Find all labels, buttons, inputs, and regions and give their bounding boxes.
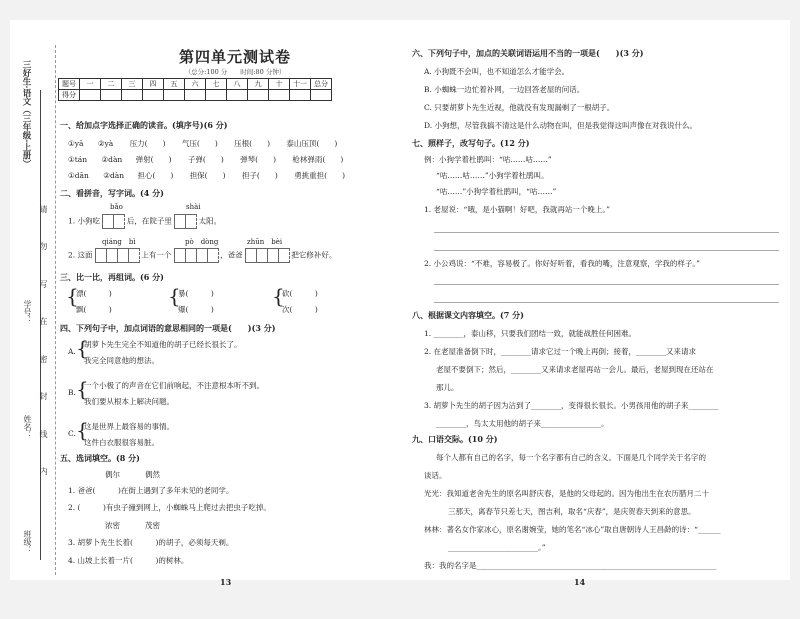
answer-line[interactable] (434, 232, 779, 233)
pinyin-bao: bǎo (110, 203, 123, 211)
s6-option[interactable]: A. 小狗既不会叫，也不知道怎么才能学会。 (424, 67, 570, 76)
s1-item[interactable]: 压根( ) (234, 139, 271, 148)
s1-item[interactable]: 弹琴( ) (240, 155, 277, 164)
s1-option: ①dān (68, 171, 89, 180)
score-value-row (59, 90, 332, 101)
page-number-right: 14 (574, 577, 586, 587)
section-7-title: 七、照样子，改写句子。(12 分) (412, 138, 530, 148)
score-table (58, 78, 332, 101)
seal-char-3: 写 (39, 280, 48, 288)
score-cell: 九 (248, 79, 269, 90)
s9-paragraph: 谈话。 (424, 471, 447, 480)
binding-line (40, 90, 42, 560)
s2-text: 把它修补好。 (291, 250, 337, 260)
score-cell: 四 (143, 79, 164, 90)
score-input-cell[interactable] (122, 90, 143, 101)
brace: { (76, 418, 89, 442)
seal-char-7: 线 (39, 430, 48, 438)
s4-option-label[interactable]: B. (68, 388, 76, 397)
s2-text: 2. 这面 (68, 250, 93, 260)
s1-option: ②yà (97, 139, 114, 148)
s2-text: 后，在院子里 (126, 216, 172, 226)
s3-item[interactable]: 暴( ) (178, 289, 214, 298)
s3-item[interactable]: 砍( ) (282, 289, 318, 298)
s8-line[interactable]: 1. ________，泰山移，只要我们团结一致，就能战胜任何困难。 (424, 329, 637, 338)
s9-paragraph: 每个人都有自己的名字，每一个名字都有自己的含义。下面是几个同学关于名字的 (436, 453, 706, 462)
s6-option[interactable]: B. 小蜘蛛一边忙着补网，一边回答老屋的问话。 (424, 85, 585, 94)
seal-char-8: 内 (39, 467, 48, 475)
page-subtitle: （总分:100 分 时间:80 分钟） (184, 68, 286, 76)
s4-sentence: 我完全同意他的想法。 (84, 356, 159, 365)
score-cell: 三 (122, 79, 143, 90)
score-cell: 七 (206, 79, 227, 90)
s1-item[interactable]: 子弹( ) (187, 155, 224, 164)
score-input-cell[interactable] (101, 90, 122, 101)
score-cell: 一 (80, 79, 101, 90)
s1-item[interactable]: 压力( ) (129, 139, 166, 148)
score-input-cell[interactable] (227, 90, 248, 101)
score-cell: 八 (227, 79, 248, 90)
score-cell: 得分 (59, 90, 80, 101)
s1-item[interactable]: 担子( ) (241, 171, 278, 180)
score-input-cell[interactable] (164, 90, 185, 101)
pinyin-zhunbei: zhūn bèi (247, 238, 283, 246)
score-cell: 五 (164, 79, 185, 90)
word-choice: 偶然 (145, 470, 160, 479)
pinyin-podong: pò dòng (185, 238, 219, 246)
s6-option[interactable]: D. 小狗想，尽管我搞不清这是什么动物在叫，但是我觉得这叫声像在对我说什么。 (424, 121, 698, 130)
seal-char-4: 在 (39, 317, 48, 325)
s7-question: 2. 小公鸡说：“不难，容易极了。你好好听着，看我的嘴，注意观察，学我的样子。” (424, 259, 700, 268)
s1-option: ①tán (68, 155, 88, 164)
s5-line[interactable]: 1. 爸爸( )在街上遇到了多年未见的老同学。 (68, 486, 234, 495)
s4-option-label[interactable]: C. (68, 429, 76, 438)
s8-line[interactable]: 3. 胡萝卜先生的胡子因为沾到了________，变得很长很长。小男孩用他的胡子来________ (424, 401, 719, 410)
writing-box[interactable] (95, 248, 139, 263)
s1-row (68, 138, 337, 149)
page-number-left: 13 (220, 577, 232, 587)
word-choice: 茂密 (145, 521, 160, 530)
s7-example: “咕……咕……”小狗学着杜鹃叫。 (436, 171, 549, 180)
score-input-cell[interactable] (185, 90, 206, 101)
s1-item[interactable]: 担保( ) (189, 171, 226, 180)
s3-item[interactable]: 次( ) (282, 305, 318, 314)
left-page (10, 20, 402, 587)
score-input-cell[interactable] (143, 90, 164, 101)
score-input-cell[interactable] (248, 90, 269, 101)
section-9-title: 九、口语交际。(10 分) (412, 434, 498, 444)
section-5-title: 五、选词填空。(8 分) (60, 453, 140, 463)
s1-item[interactable]: 弹射( ) (135, 155, 172, 164)
brace: { (272, 284, 285, 308)
score-cell: 总分 (311, 79, 332, 90)
section-6-title: 六、下列句子中，加点的关联词语运用不当的一项是( )(3 分) (412, 48, 644, 58)
class-label: 班级： (23, 530, 32, 554)
score-input-cell[interactable] (311, 90, 332, 101)
s4-sentence: 胡萝卜先生完全不知道他的胡子已经长很长了。 (84, 340, 242, 349)
score-cell: 题号 (59, 79, 80, 90)
s9-paragraph[interactable]: ________________________。” (448, 543, 546, 552)
s2-text: 太阳。 (198, 216, 222, 226)
right-page (402, 20, 790, 587)
section-1-title: 一、给加点字选择正确的读音。(填序号)(6 分) (60, 120, 228, 130)
pinyin-shai: shài (186, 203, 201, 211)
s9-paragraph: 三那天，离春节只差七天，图吉利，取名“庆春”，是庆贺春天到来的意思。 (448, 507, 696, 516)
s1-option: ②dàn (101, 155, 123, 164)
writing-box[interactable] (245, 248, 289, 263)
section-8-title: 八、根据课文内容填空。(7 分) (412, 310, 524, 320)
section-3-title: 三、比一比，再组词。(6 分) (60, 272, 164, 282)
brace: { (168, 284, 181, 308)
score-cell: 二 (101, 79, 122, 90)
s6-option[interactable]: C. 只要胡萝卜先生近视，他就没有发现漏剃了一根胡子。 (424, 103, 615, 112)
s5-line[interactable]: 4. 山坡上长着一片( )的树林。 (68, 556, 189, 565)
s4-sentence: 这是世界上最容易的事情。 (84, 422, 174, 431)
seal-char-5: 密 (39, 355, 48, 363)
score-cell: 六 (185, 79, 206, 90)
s5-line[interactable]: 3. 胡萝卜先生长着( )的胡子，必须每天剃。 (68, 538, 234, 547)
s9-paragraph: 光光：我知道老舍先生的原名叫舒庆春，是他的父母起的。因为他出生在农历腊月二十 (424, 489, 709, 498)
word-choice: 偶尔 (105, 470, 120, 479)
seal-char-2: 勿 (39, 242, 48, 250)
s8-line[interactable]: 2. 在老屋准备倒下时，________请求它过一个晚上再倒；接着，________又来请求 (424, 347, 697, 356)
score-input-cell[interactable] (80, 90, 101, 101)
answer-line[interactable] (434, 250, 779, 251)
s4-option-label[interactable]: A. (68, 347, 76, 356)
s1-item[interactable]: 泰山压顶( ) (286, 139, 338, 148)
writing-box[interactable] (102, 214, 124, 229)
s4-sentence: 这件白衣服很容易脏。 (84, 438, 159, 447)
answer-line[interactable] (434, 284, 779, 285)
s1-item[interactable]: 气压( ) (181, 139, 218, 148)
s1-option: ②dàn (103, 171, 125, 180)
s4-sentence: 我们要从根本上解决问题。 (84, 397, 174, 406)
score-input-cell[interactable] (269, 90, 290, 101)
s7-example: “咕……”小狗学着杜鹃叫，“咕……” (436, 187, 557, 196)
s5-line[interactable]: 2. ( )有虫子撞到网上，小蜘蛛马上爬过去把虫子吃掉。 (68, 503, 271, 512)
s3-item[interactable]: 漂( ) (76, 289, 112, 298)
binding-margin-label: 三好生·语文（三年级·上册） (21, 60, 31, 168)
answer-line[interactable] (434, 302, 779, 303)
s3-item[interactable]: 飘( ) (76, 305, 112, 314)
s1-row (68, 154, 343, 165)
s9-paragraph[interactable]: 林林：著名女作家冰心，原名谢婉莹，她的笔名“冰心”取自唐朝诗人王昌龄的诗：“______ (424, 525, 721, 534)
s3-item[interactable]: 爆( ) (178, 305, 214, 314)
word-choice: 浓密 (105, 521, 120, 530)
s1-item[interactable]: 担心( ) (137, 171, 174, 180)
s7-example: 例：小狗学着杜鹃叫：“咕……咕……” (424, 155, 552, 164)
seal-char-6: 封 (39, 392, 48, 400)
brace: { (66, 284, 79, 308)
s8-line: 那儿。 (436, 383, 459, 392)
s1-option: ①yā (68, 139, 84, 148)
score-input-cell[interactable] (290, 90, 311, 101)
seal-line (55, 45, 57, 575)
student-name-label: 姓名： (23, 415, 32, 439)
s8-line[interactable]: ________，鸟太太用他的胡子来________________。 (436, 419, 609, 428)
writing-box[interactable] (174, 214, 196, 229)
s2-line-2 (68, 248, 336, 263)
s1-item[interactable]: 枪林弹雨( ) (292, 155, 344, 164)
s1-item[interactable]: 勇挑重担( ) (294, 171, 346, 180)
page-title: 第四单元测试卷 (178, 48, 291, 66)
seal-char-1: 请 (39, 205, 48, 213)
brace: { (76, 336, 89, 360)
score-input-cell[interactable] (206, 90, 227, 101)
writing-box[interactable] (174, 248, 218, 263)
score-header-row (59, 79, 332, 90)
brace: { (76, 377, 89, 401)
s8-line[interactable]: 老屋不要倒下；然后，________又来请求老屋再站一会儿。最后，老屋到现在还站在 (436, 365, 714, 374)
s2-line-1 (68, 214, 221, 229)
pinyin-qiangbi: qiáng bì (102, 238, 136, 246)
student-id-label: 学号： (23, 300, 32, 324)
s9-my-name[interactable]: 我：我的名字是________________________________________________________________ (424, 561, 717, 570)
s2-text: ，爸爸 (220, 250, 243, 260)
s7-question: 1. 老屋说：“哦，是小猫啊！好吧，我就再站一个晚上。” (424, 205, 610, 214)
score-cell: 十一 (290, 79, 311, 90)
score-cell: 十 (269, 79, 290, 90)
s2-text: 1. 小狗吃 (68, 216, 101, 226)
section-4-title: 四、下列句子中，加点词语的意思相同的一项是( )(3 分) (60, 323, 276, 333)
section-2-title: 二、看拼音，写字词。(4 分) (60, 188, 164, 198)
s2-text: 上有一个 (141, 250, 172, 260)
s4-sentence: 一个小极了的声音在它们前响起，不注意根本听不到。 (84, 381, 264, 390)
s1-row (68, 170, 345, 181)
